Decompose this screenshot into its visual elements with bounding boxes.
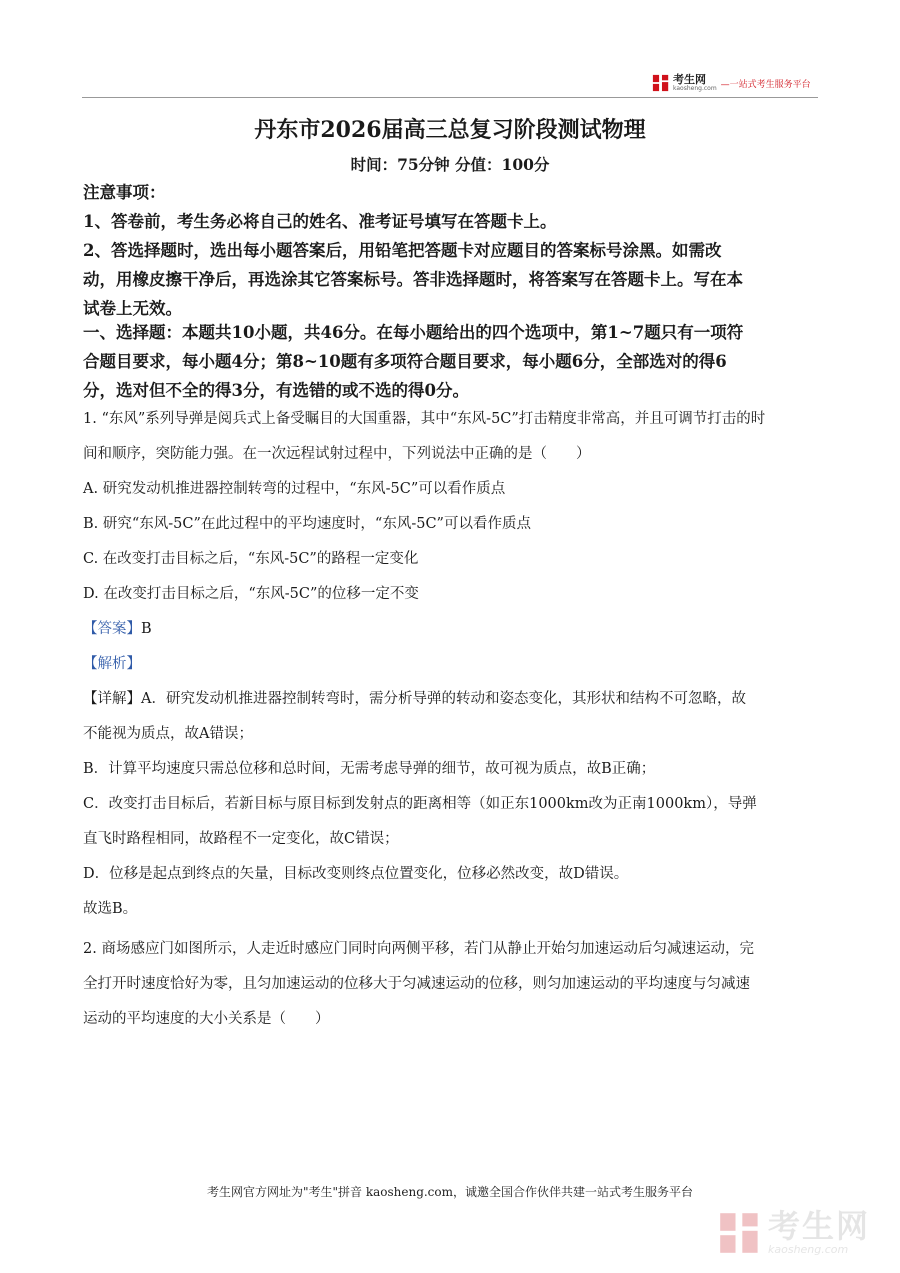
answer-line bbox=[83, 612, 823, 647]
notice-section bbox=[83, 178, 823, 323]
question-stem-line: 运动的平均速度的大小关系是（ ） bbox=[83, 1011, 330, 1027]
notice-line: 试卷上无效。 bbox=[83, 299, 182, 318]
answer-tag: 【答案】 bbox=[83, 621, 141, 637]
kaosheng-watermark bbox=[718, 1207, 871, 1256]
question-1 bbox=[83, 402, 823, 927]
page-footer: 考生网官方网址为"考生"拼音 kaosheng.com，诚邀全国合作伙伴共建一站式考生服务平台 bbox=[206, 1185, 694, 1199]
section-line: 合题目要求，每小题4分；第8~10题有多项符合题目要求，每小题6分，全部选对的得6 bbox=[83, 352, 727, 371]
watermark-name: 考生网 bbox=[768, 1207, 871, 1245]
detail-line: D．位移是起点到终点的矢量，目标改变则终点位置变化，位移必然改变，故D错误。 bbox=[83, 866, 629, 882]
question-2 bbox=[83, 932, 823, 1037]
answer-value: B bbox=[141, 621, 152, 637]
question-stem-line: 1. “东风”系列导弹是阅兵式上备受瞩目的大国重器，其中“东风-5C”打击精度非常高，并且可调节打击的时 bbox=[83, 411, 766, 427]
option-d: D. 在改变打击目标之后，“东风-5C”的位移一定不变 bbox=[83, 586, 419, 602]
analysis-tag: 【解析】 bbox=[83, 656, 141, 672]
notice-line: 动，用橡皮擦干净后，再选涂其它答案标号。答非选择题时，将答案写在答题卡上。写在本 bbox=[83, 270, 743, 289]
watermark-domain: kaosheng.com bbox=[768, 1243, 849, 1256]
question-stem-line: 2. 商场感应门如图所示，人走近时感应门同时向两侧平移，若门从静止开始匀加速运动后匀减速运动，完 bbox=[83, 941, 754, 957]
page-title: 丹东市2026届高三总复习阶段测试物理 bbox=[254, 117, 646, 143]
section-instructions bbox=[83, 318, 823, 405]
logo-domain: kaosheng.com bbox=[673, 85, 717, 92]
section-line: 一、选择题：本题共10小题，共46分。在每小题给出的四个选项中，第1~7题只有一项符 bbox=[83, 323, 744, 342]
kaosheng-watermark-icon bbox=[718, 1211, 762, 1255]
option-a: A. 研究发动机推进器控制转弯的过程中，“东风-5C”可以看作质点 bbox=[83, 481, 506, 497]
detail-line: 【详解】A．研究发动机推进器控制转弯时，需分析导弹的转动和姿态变化，其形状和结构不可忽略，故 bbox=[83, 691, 746, 707]
header-slogan: —一站式考生服务平台 bbox=[720, 79, 811, 90]
section-line: 分，选对但不全的得3分，有选错的或不选的得0分。 bbox=[83, 381, 469, 400]
analysis-line bbox=[83, 647, 823, 682]
kaosheng-logo bbox=[652, 72, 811, 94]
question-stem-line: 全打开时速度恰好为零，且匀加速运动的位移大于匀减速运动的位移，则匀加速运动的平均速度与匀减速 bbox=[83, 976, 750, 992]
detail-line: B．计算平均速度只需总位移和总时间，无需考虑导弹的细节，故可视为质点，故B正确； bbox=[83, 761, 656, 777]
notice-line: 2、答选择题时，选出每小题答案后，用铅笔把答题卡对应题目的答案标号涂黑。如需改 bbox=[83, 241, 722, 260]
option-c: C. 在改变打击目标之后，“东风-5C”的路程一定变化 bbox=[83, 551, 419, 567]
detail-line: 直飞时路程相同，故路程不一定变化，故C错误； bbox=[83, 831, 399, 847]
kaosheng-logo-icon bbox=[652, 74, 670, 92]
header-divider bbox=[82, 97, 818, 98]
detail-tag: 【详解】 bbox=[83, 691, 141, 707]
detail-conclusion: 故选B。 bbox=[83, 901, 138, 917]
question-stem-line: 间和顺序，突防能力强。在一次远程试射过程中，下列说法中正确的是（ ） bbox=[83, 446, 591, 462]
option-b: B. 研究“东风-5C”在此过程中的平均速度时，“东风-5C”可以看作质点 bbox=[83, 516, 531, 532]
exam-meta: 时间：75分钟 分值：100分 bbox=[350, 155, 550, 174]
detail-line: C．改变打击目标后，若新目标与原目标到发射点的距离相等（如正东1000km改为正南1000km），导弹 bbox=[83, 796, 757, 812]
detail-line: 不能视为质点，故A错误； bbox=[83, 726, 253, 742]
logo-name: 考生网 bbox=[673, 73, 706, 86]
notice-line: 1、答卷前，考生务必将自己的姓名、准考证号填写在答题卡上。 bbox=[83, 212, 557, 231]
notice-heading: 注意事项： bbox=[83, 183, 166, 202]
